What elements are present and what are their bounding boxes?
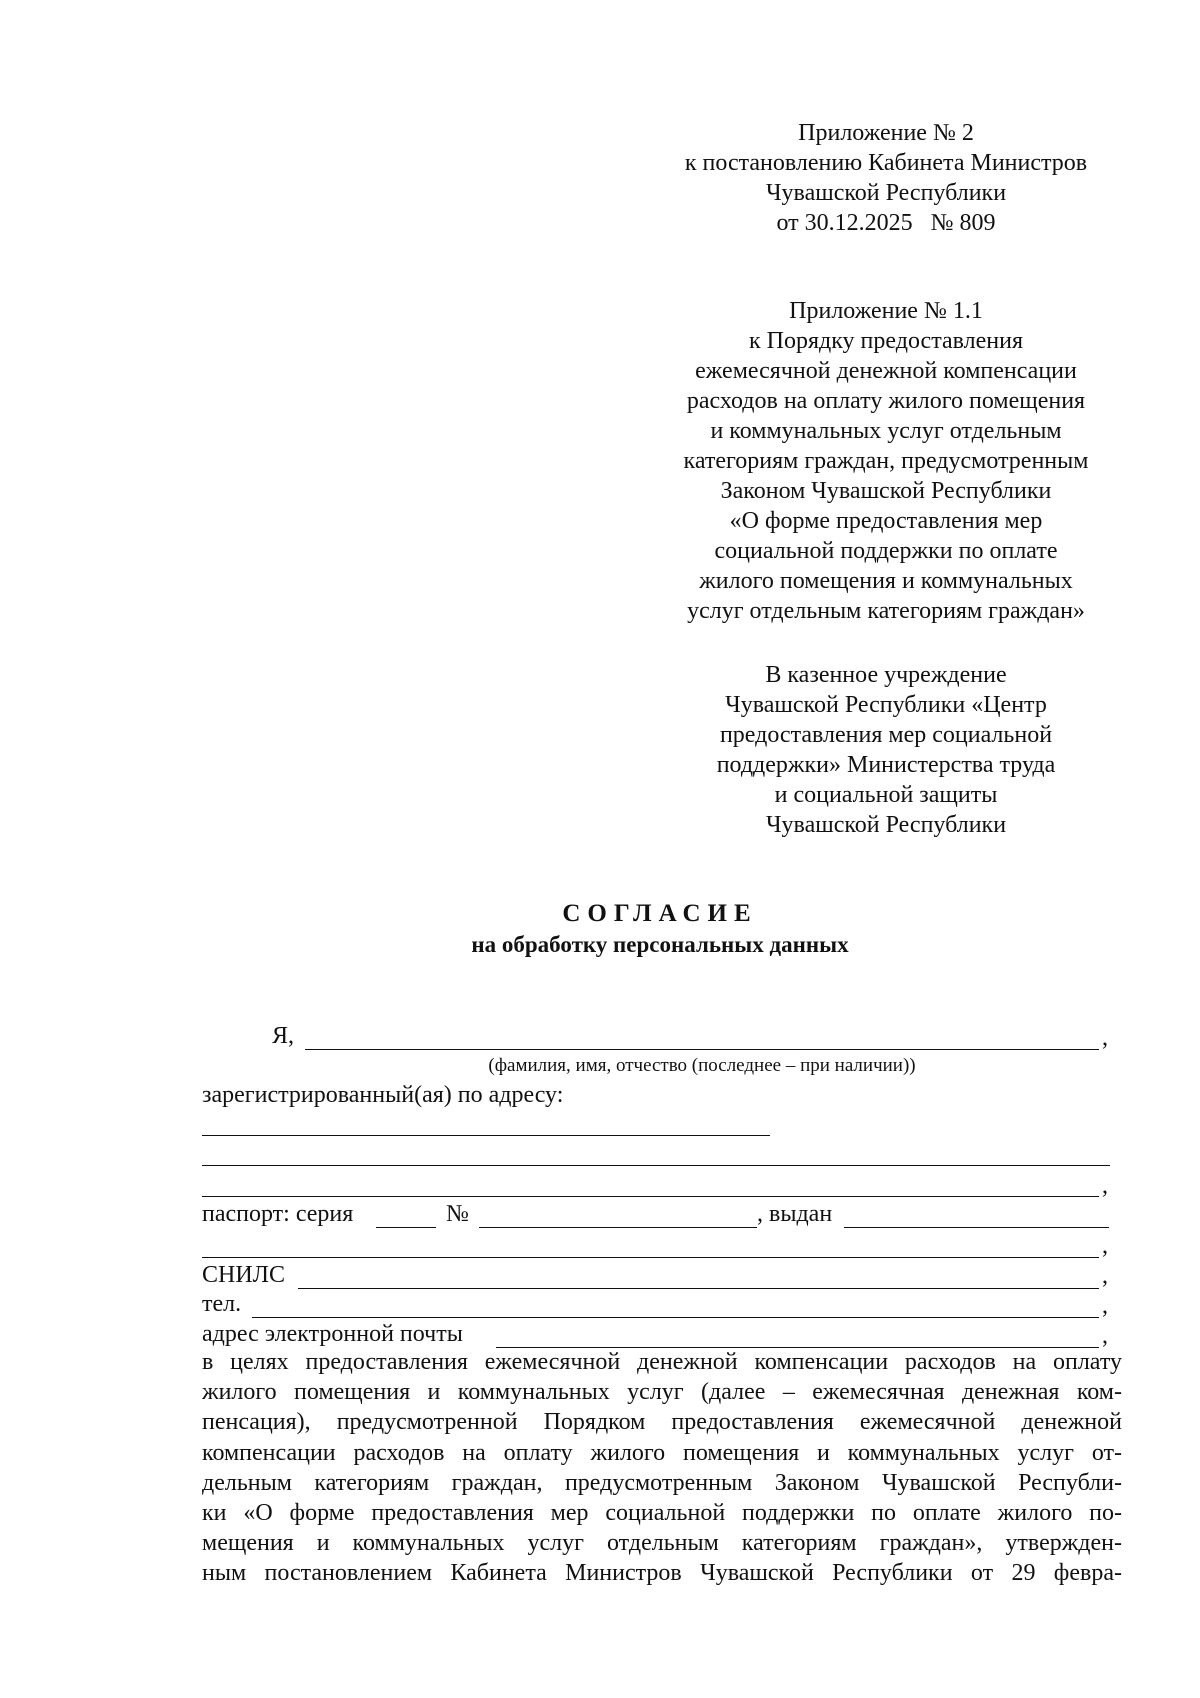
annex-procedure-line: ежемесячной денежной компенсации xyxy=(695,358,1077,384)
passport-issued-label: , выдан xyxy=(757,1201,833,1227)
body-line: ным постановлением Кабинета Министров Чувашской Республики от 29 февра- xyxy=(202,1560,1122,1587)
addressee-line: Чувашской Республики xyxy=(765,812,1007,838)
address-field-line-3[interactable] xyxy=(202,1196,1099,1197)
consent-body-text xyxy=(202,1347,1122,1589)
i-label: Я, xyxy=(272,1023,295,1049)
full-name-hint: (фамилия, имя, отчество (последнее – при наличии)) xyxy=(488,1055,916,1076)
body-line: в целях предоставления ежемесячной денежной компенсации расходов на оплату xyxy=(202,1349,1122,1375)
comma: , xyxy=(1102,1025,1108,1051)
document-subtitle: на обработку персональных данных xyxy=(471,932,849,957)
comma: , xyxy=(1102,1263,1108,1289)
comma: , xyxy=(1102,1323,1108,1349)
passport-number-field[interactable] xyxy=(479,1227,757,1228)
annex-resolution-line: Приложение № 2 xyxy=(798,120,974,146)
annex-procedure-line: жилого помещения и коммунальных xyxy=(699,568,1073,594)
address-field-line-1[interactable] xyxy=(202,1135,770,1136)
addressee-line: Чувашской Республики «Центр xyxy=(725,692,1047,718)
annex-procedure-line: социальной поддержки по оплате xyxy=(714,538,1058,564)
email-label: адрес электронной почты xyxy=(202,1321,463,1347)
passport-series-label: паспорт: серия xyxy=(202,1201,354,1227)
annex-procedure-header xyxy=(660,296,1112,626)
annex-procedure-line: и коммунальных услуг отдельным xyxy=(710,418,1062,444)
passport-issued-field-line-2[interactable] xyxy=(202,1257,1099,1258)
addressee-line: В казенное учреждение xyxy=(765,662,1007,688)
body-line: дельным категориям граждан, предусмотренным Законом Чувашской Республи- xyxy=(202,1469,1122,1496)
annex-resolution-line: от 30.12.2025 № 809 xyxy=(776,210,996,236)
body-line: компенсации расходов на оплату жилого помещения и коммунальных услуг от- xyxy=(202,1439,1122,1466)
annex-procedure-line: услуг отдельным категориям граждан» xyxy=(687,598,1085,624)
passport-issued-field[interactable] xyxy=(844,1227,1109,1228)
comma: , xyxy=(1102,1293,1108,1319)
addressee-block xyxy=(660,660,1112,840)
addressee-line: и социальной защиты xyxy=(774,782,998,808)
address-label: зарегистрированный(ая) по адресу: xyxy=(202,1082,564,1108)
snils-field[interactable] xyxy=(298,1288,1099,1289)
annex-procedure-line: к Порядку предоставления xyxy=(748,328,1023,354)
passport-series-field[interactable] xyxy=(376,1227,436,1228)
annex-procedure-line: «О форме предоставления мер xyxy=(729,508,1043,534)
document-title-block xyxy=(200,898,1120,960)
body-line: жилого помещения и коммунальных услуг (далее – ежемесячная денежная ком- xyxy=(202,1379,1122,1406)
annex-procedure-line: Законом Чувашской Республики xyxy=(720,478,1052,504)
annex-resolution-header xyxy=(660,118,1112,238)
address-field-line-2[interactable] xyxy=(202,1165,1110,1166)
annex-procedure-line: расходов на оплату жилого помещения xyxy=(686,388,1086,414)
full-name-field[interactable] xyxy=(305,1049,1099,1050)
annex-resolution-line: Чувашской Республики xyxy=(765,180,1007,206)
addressee-line: предоставления мер социальной xyxy=(719,722,1053,748)
comma: , xyxy=(1102,1173,1108,1199)
passport-number-label: № xyxy=(446,1201,469,1227)
document-title: СОГЛАСИЕ xyxy=(562,900,758,927)
annex-resolution-line: к постановлению Кабинета Министров xyxy=(684,150,1088,176)
phone-label: тел. xyxy=(202,1291,242,1317)
annex-procedure-line: Приложение № 1.1 xyxy=(789,298,983,324)
body-line: ки «О форме предоставления мер социальной поддержки по оплате жилого по- xyxy=(202,1500,1122,1527)
comma: , xyxy=(1102,1233,1108,1259)
phone-field[interactable] xyxy=(252,1317,1099,1318)
addressee-line: поддержки» Министерства труда xyxy=(716,752,1056,778)
snils-label: СНИЛС xyxy=(202,1262,285,1288)
body-line: пенсация), предусмотренной Порядком предоставления ежемесячной денежной xyxy=(202,1409,1122,1436)
body-line: мещения и коммунальных услуг отдельным категориям граждан», утвержден- xyxy=(202,1530,1122,1557)
annex-procedure-line: категориям граждан, предусмотренным xyxy=(683,448,1089,474)
